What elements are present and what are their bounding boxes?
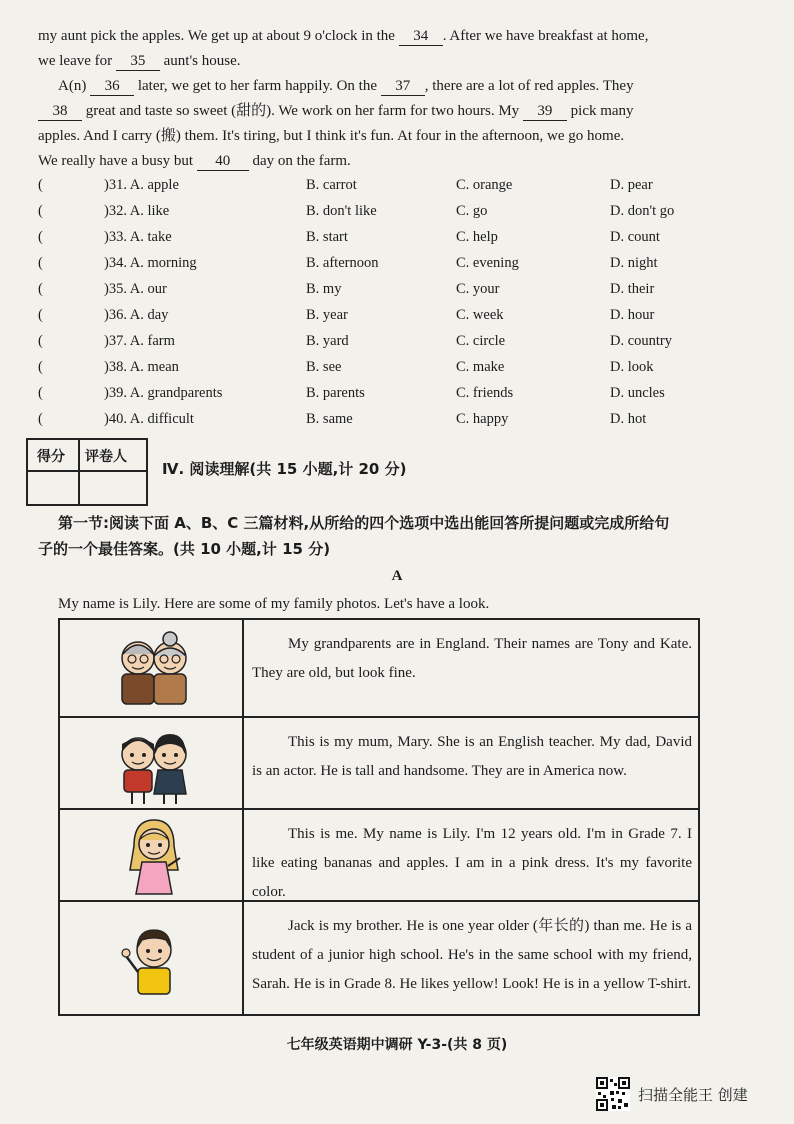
answer-paren[interactable]: ( [38, 281, 43, 297]
answer-paren[interactable]: ( [38, 385, 43, 401]
passage-line-5 [38, 124, 716, 149]
grader-input-cell[interactable] [80, 472, 146, 504]
option-d: D. uncles [610, 385, 665, 401]
row-text [252, 630, 692, 688]
passage-intro: My name is Lily. Here are some of my family photos. Let's have a look. [58, 596, 490, 612]
passage-line-2 [38, 49, 716, 74]
option-a: )32. A. like [104, 203, 170, 219]
option-a: )36. A. day [104, 307, 169, 323]
question-38 [38, 356, 738, 378]
option-c: C. help [456, 229, 498, 245]
answer-paren[interactable]: ( [38, 359, 43, 375]
option-b: B. same [306, 411, 353, 427]
row-text-content: Jack is my brother. He is one year older (年长的) than me. He is a student of a junior high school. He's in the same school with my friend, Sarah. He is in Grade 8. He likes yellow! Look! He is in a yellow T-shirt. [252, 918, 692, 992]
passage-line-3 [58, 74, 716, 99]
row-text [252, 820, 692, 907]
table-row [60, 808, 698, 900]
qr-code-icon [596, 1077, 630, 1111]
option-a: )31. A. apple [104, 177, 179, 193]
question-31 [38, 174, 738, 196]
instruction-line-1: 第一节:阅读下面 A、B、C 三篇材料,从所给的四个选项中选出能回答所提问题或完成所给句 [58, 514, 670, 532]
passage-text: my aunt pick the apples. We get up at about 9 o'clock in the [38, 28, 399, 44]
question-32 [38, 200, 738, 222]
option-a: )33. A. take [104, 229, 172, 245]
scanner-watermark [596, 1076, 748, 1112]
passage-text: great and taste so sweet (甜的). We work on her farm for two hours. My [82, 103, 523, 119]
section-title: Ⅳ. 阅读理解(共 15 小题,计 20 分) [162, 460, 407, 478]
passage-text: , there are a lot of red apples. They [424, 78, 634, 94]
option-a: )38. A. mean [104, 359, 179, 375]
row-text [252, 912, 692, 999]
question-34 [38, 252, 738, 274]
row-text-content: This is my mum, Mary. She is an English teacher. My dad, David is an actor. He is tall and handsome. They are in America now. [252, 734, 692, 779]
answer-paren[interactable]: ( [38, 255, 43, 271]
table-row [60, 716, 698, 808]
parents-illustration [60, 718, 244, 810]
option-b: B. yard [306, 333, 349, 349]
lily-illustration [60, 810, 244, 902]
blank-37: 37 [381, 77, 425, 96]
scanner-caption: 扫描全能王 创建 [638, 1085, 748, 1104]
option-d: D. night [610, 255, 658, 271]
option-d: D. country [610, 333, 673, 349]
option-c: C. evening [456, 255, 519, 271]
photo-cell [60, 718, 244, 808]
passage-text: apples. And I carry (搬) them. It's tiring, but I think it's fun. At four in the afternoon, we go home. [38, 128, 625, 144]
passage-text: . After we have breakfast at home, [442, 28, 649, 44]
option-d: D. pear [610, 177, 653, 193]
question-33 [38, 226, 738, 248]
option-b: B. see [306, 359, 342, 375]
table-row [60, 900, 698, 1014]
option-c: C. your [456, 281, 500, 297]
question-36 [38, 304, 738, 326]
score-label: 得分 [37, 449, 65, 465]
option-a: )37. A. farm [104, 333, 175, 349]
passage-text: day on the farm. [248, 153, 351, 169]
option-c: C. week [456, 307, 504, 323]
blank-40: 40 [197, 152, 249, 171]
option-d: D. hot [610, 411, 647, 427]
answer-paren[interactable]: ( [38, 411, 43, 427]
family-photos-table [58, 618, 700, 1016]
passage-text: pick many [566, 103, 634, 119]
option-d: D. hour [610, 307, 655, 323]
answer-paren[interactable]: ( [38, 203, 43, 219]
page-footer: 七年级英语期中调研 Y-3-(共 8 页) [286, 1037, 508, 1053]
option-c: C. friends [456, 385, 514, 401]
blank-38: 38 [38, 102, 82, 121]
blank-39: 39 [523, 102, 567, 121]
option-b: B. parents [306, 385, 365, 401]
blank-34: 34 [399, 27, 443, 46]
option-a: )39. A. grandparents [104, 385, 223, 401]
passage-text: A(n) [58, 78, 91, 94]
passage-text: We really have a busy but [38, 153, 197, 169]
option-c: C. circle [456, 333, 506, 349]
answer-paren[interactable]: ( [38, 333, 43, 349]
table-row [60, 620, 698, 716]
jack-illustration [60, 902, 244, 1016]
question-39 [38, 382, 738, 404]
option-a: )40. A. difficult [104, 411, 194, 427]
option-d: D. their [610, 281, 655, 297]
passage-line-4 [38, 99, 716, 124]
passage-heading: A [391, 568, 403, 584]
row-text [252, 728, 692, 786]
row-text-content: My grandparents are in England. Their names are Tony and Kate. They are old, but look fine. [252, 636, 692, 681]
passage-text: aunt's house. [159, 53, 241, 69]
option-c: C. happy [456, 411, 509, 427]
option-b: B. start [306, 229, 348, 245]
question-37 [38, 330, 738, 352]
grader-label: 评卷人 [85, 449, 127, 465]
row-text-content: This is me. My name is Lily. I'm 12 years old. I'm in Grade 7. I like eating bananas and apples. I am in a pink dress. It's my favorite color. [252, 826, 692, 900]
score-input-cell[interactable] [28, 472, 78, 504]
blank-35: 35 [116, 52, 160, 71]
option-b: B. afternoon [306, 255, 379, 271]
score-box [26, 438, 148, 506]
question-35 [38, 278, 738, 300]
option-b: B. year [306, 307, 348, 323]
option-a: )35. A. our [104, 281, 167, 297]
option-a: )34. A. morning [104, 255, 197, 271]
question-40 [38, 408, 738, 430]
passage-line-6 [38, 149, 716, 174]
answer-paren[interactable]: ( [38, 229, 43, 245]
photo-cell [60, 902, 244, 1014]
grandparents-illustration [60, 620, 244, 716]
option-c: C. go [456, 203, 488, 219]
photo-cell [60, 810, 244, 900]
photo-cell [60, 620, 244, 716]
option-b: B. don't like [306, 203, 377, 219]
option-c: C. make [456, 359, 505, 375]
answer-paren[interactable]: ( [38, 307, 43, 323]
option-c: C. orange [456, 177, 513, 193]
option-d: D. count [610, 229, 660, 245]
option-b: B. my [306, 281, 342, 297]
option-d: D. look [610, 359, 654, 375]
answer-paren[interactable]: ( [38, 177, 43, 193]
option-b: B. carrot [306, 177, 357, 193]
instruction-line-2: 子的一个最佳答案。(共 10 小题,计 15 分) [38, 540, 331, 558]
passage-text: later, we get to her farm happily. On the [134, 78, 381, 94]
passage-text: we leave for [38, 53, 116, 69]
passage-line-1 [38, 24, 716, 49]
blank-36: 36 [90, 77, 134, 96]
option-d: D. don't go [610, 203, 675, 219]
